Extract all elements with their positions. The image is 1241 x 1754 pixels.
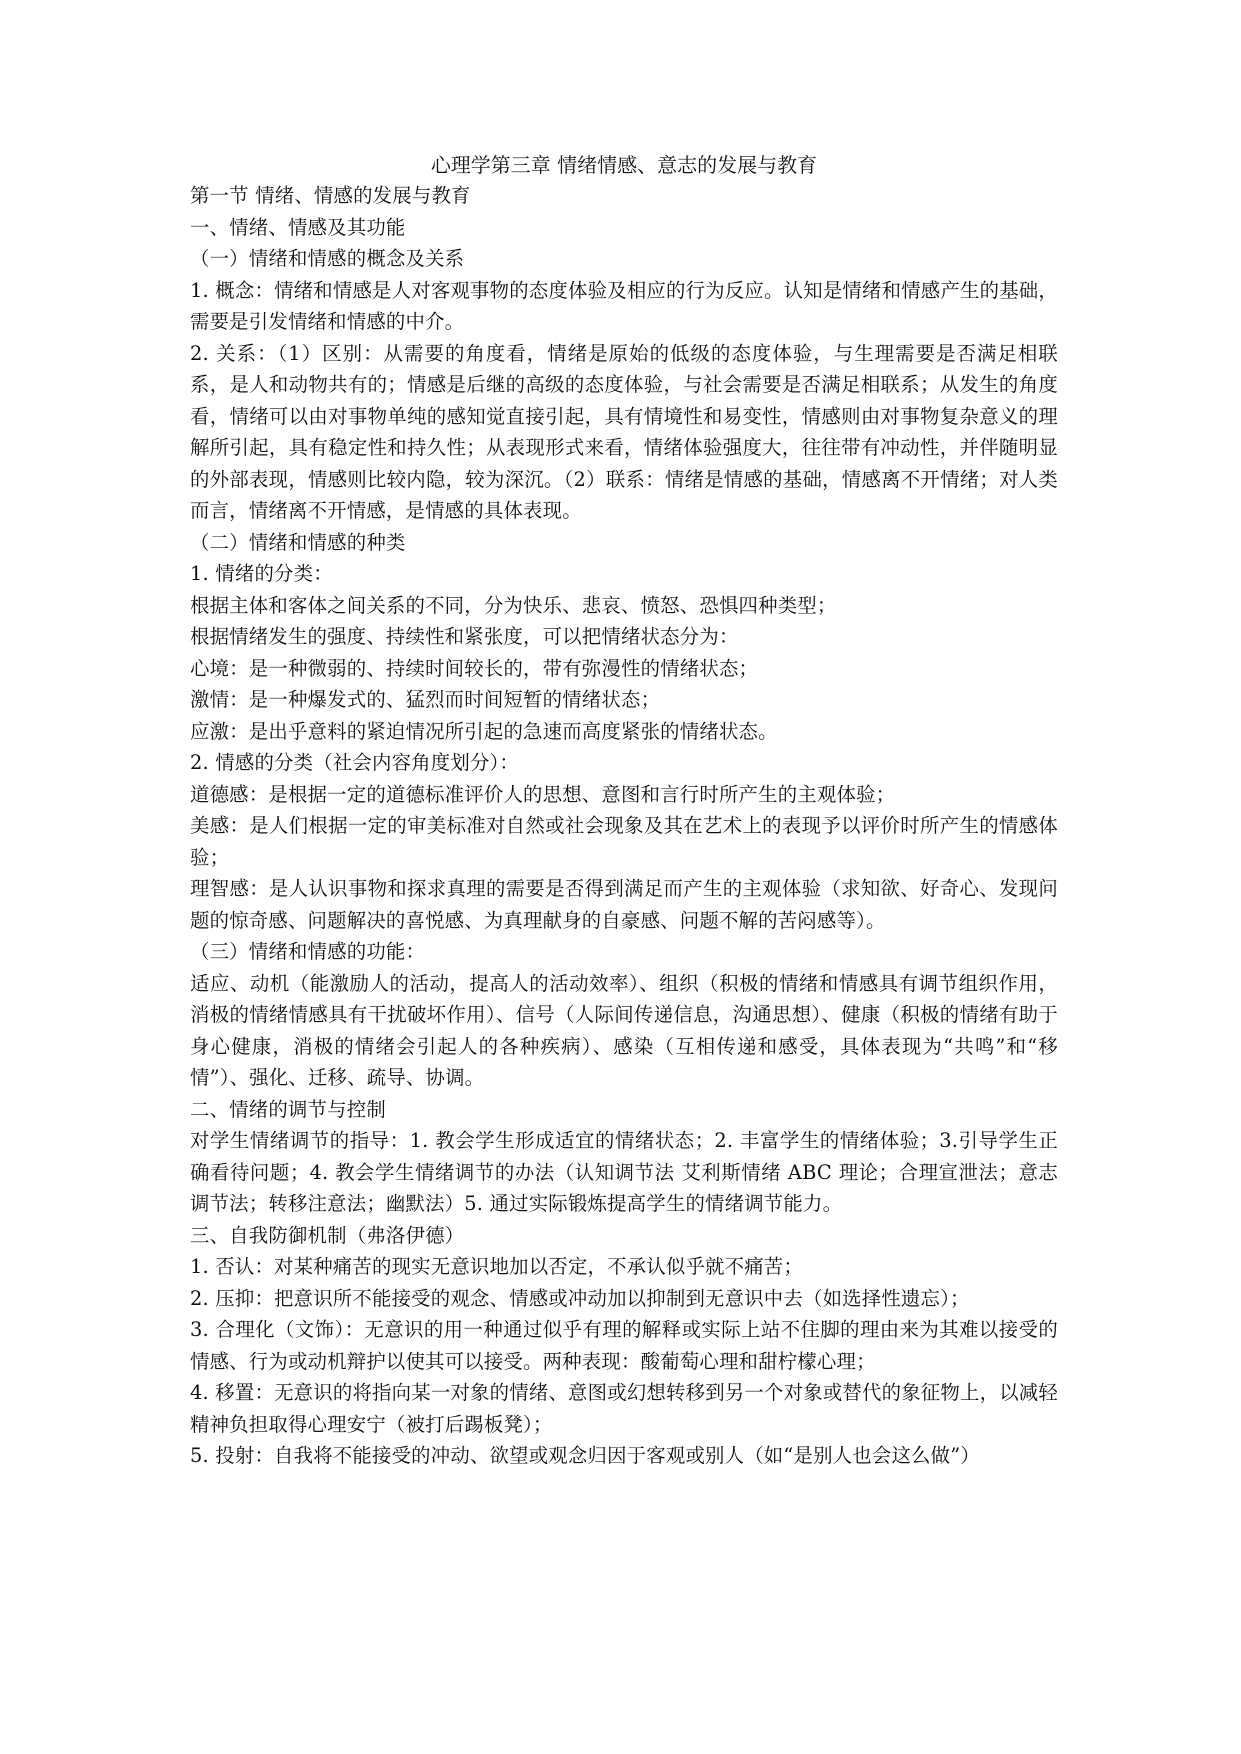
paragraph: 理智感：是人认识事物和探求真理的需要是否得到满足而产生的主观体验（求知欲、好奇心、发现问题的惊奇感、问题解决的喜悦感、为真理献身的自豪感、问题不解的苦闷感等）。 [190,877,1058,932]
paragraph: 激情：是一种爆发式的、猛烈而时间短暂的情绪状态； [190,688,661,711]
list-item: 2. 情感的分类（社会内容角度划分）： [190,751,520,774]
list-item: 1. 情绪的分类： [190,562,333,585]
section-heading: 第一节 情绪、情感的发展与教育 [190,184,471,207]
document-body [190,150,1058,1472]
list-item: 1. 否认：对某种痛苦的现实无意识地加以否定，不承认似乎就不痛苦； [190,1255,803,1278]
list-item: 5. 投射：自我将不能接受的冲动、欲望或观念归因于客观或别人（如“是别人也会这么做”） [190,1444,980,1467]
subsection-heading: （一）情绪和情感的概念及关系 [190,247,465,270]
list-item: 3. 合理化（文饰）：无意识的用一种通过似乎有理的解释或实际上站不住脚的理由来为其难以接受的情感、行为或动机辩护以使其可以接受。两种表现：酸葡萄心理和甜柠檬心理； [190,1318,1058,1373]
list-item: 2. 压抑：把意识所不能接受的观念、情感或冲动加以抑制到无意识中去（如选择性遗忘）； [190,1286,970,1310]
subsection-heading: （三）情绪和情感的功能： [190,940,426,963]
list-item: 4. 移置：无意识的将指向某一对象的情绪、意图或幻想转移到另一个对象或替代的象征物上，以减轻精神负担取得心理安宁（被打后踢板凳）； [190,1381,1058,1436]
paragraph: 美感：是人们根据一定的审美标准对自然或社会现象及其在艺术上的表现予以评价时所产生的情感体验； [190,814,1058,869]
paragraph: 适应、动机（能激励人的活动，提高人的活动效率）、组织（积极的情绪和情感具有调节组织作用，消极的情绪情感具有干扰破坏作用）、信号（人际间传递信息，沟通思想）、健康（积极的情绪有助于身心健康，消极的情绪会引起人的各种疾病）、感染（互相传递和感受，具体表现为“共鸣”和“移情”）、强化、迁移、疏导、协调。 [190,971,1058,1089]
subsection-heading: 一、情绪、情感及其功能 [190,215,406,239]
paragraph: 2. 关系：（1）区别：从需要的角度看，情绪是原始的低级的态度体验，与生理需要是否满足相联系，是人和动物共有的；情感是后继的高级的态度体验，与社会需要是否满足相联系；从发生的角度看，情绪可以由对事物单纯的感知觉直接引起，具有情境性和易变性，情感则由对事物复杂意义的理解所引起，具有稳定性和持久性；从表现形式来看，情绪体验强度大，往往带有冲动性，并伴随明显的外部表现，情感则比较内隐，较为深沉。（2）联系：情绪是情感的基础，情感离不开情绪；对人类而言，情绪离不开情感，是情感的具体表现。 [190,341,1058,522]
paragraph: 根据情绪发生的强度、持续性和紧张度，可以把情绪状态分为： [190,625,739,648]
page-title: 心理学第三章 情绪情感、意志的发展与教育 [430,153,818,177]
paragraph: 应激：是出乎意料的紧迫情况所引起的急速而高度紧张的情绪状态。 [190,719,778,743]
subsection-heading: （二）情绪和情感的种类 [190,530,406,554]
subsection-heading: 二、情绪的调节与控制 [190,1097,386,1121]
paragraph: 根据主体和客体之间关系的不同，分为快乐、悲哀、愤怒、恐惧四种类型； [190,593,837,617]
paragraph: 对学生情绪调节的指导：1. 教会学生形成适宜的情绪状态；2. 丰富学生的情绪体验；3.引导学生正确看待问题；4. 教会学生情绪调节的办法（认知调节法 艾利斯情绪 ABC 理论；合理宣泄法；意志调节法；转移注意法；幽默法）5. 通过实际锻炼提高学生的情绪调节能力。 [190,1129,1058,1215]
paragraph: 道德感：是根据一定的道德标准评价人的思想、意图和言行时所产生的主观体验； [190,782,896,806]
paragraph: 1. 概念：情绪和情感是人对客观事物的态度体验及相应的行为反应。认知是情绪和情感产生的基础，需要是引发情绪和情感的中介。 [190,278,1058,333]
subsection-heading: 三、自我防御机制（弗洛伊德） [190,1223,465,1247]
paragraph: 心境：是一种微弱的、持续时间较长的，带有弥漫性的情绪状态； [190,656,759,680]
